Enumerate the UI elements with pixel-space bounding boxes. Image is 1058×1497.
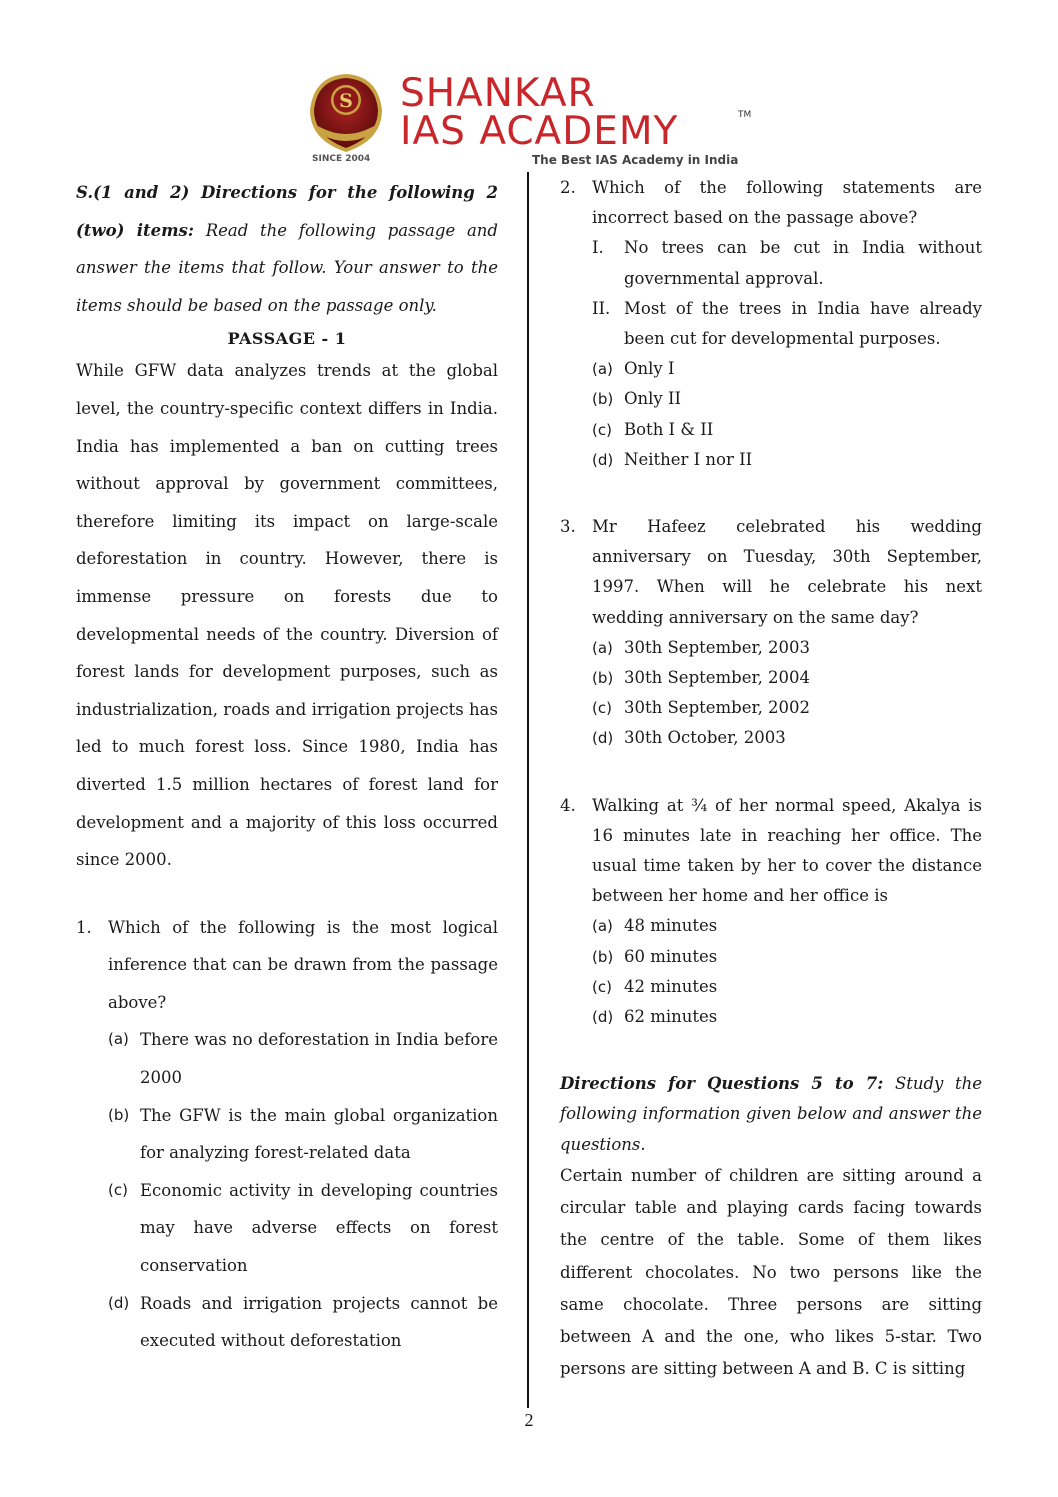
question-text: Which of the following is the most logical inference that can be drawn from the passage above? bbox=[108, 917, 498, 1012]
statement-2 bbox=[592, 294, 982, 354]
option-label: (a) bbox=[592, 360, 613, 379]
page-number: 2 bbox=[524, 1410, 534, 1430]
option-a[interactable] bbox=[108, 1021, 498, 1096]
option-b[interactable] bbox=[592, 384, 982, 414]
info-paragraph: Certain number of children are sitting around a circular table and playing cards facing towards the centre of the table. Some of them likes different chocolates. No two persons like the same chocolate. Three persons are sitting between A and the one, who likes 5-star. Two persons are sitting between A and B. C is sitting bbox=[560, 1165, 982, 1379]
question-number: 4. bbox=[560, 795, 576, 815]
option-text: Both I & II bbox=[624, 419, 714, 439]
option-text: 62 minutes bbox=[624, 1007, 718, 1027]
option-text: 30th October, 2003 bbox=[624, 728, 786, 748]
statement-text: Most of the trees in India have already been cut for developmental purposes. bbox=[624, 298, 982, 349]
question-number: 3. bbox=[560, 517, 576, 537]
option-label: (d) bbox=[592, 1008, 614, 1027]
svg-text:S: S bbox=[339, 90, 353, 112]
option-b[interactable] bbox=[592, 942, 982, 972]
option-text: Only II bbox=[624, 389, 682, 409]
option-label: (d) bbox=[592, 450, 614, 469]
option-d[interactable] bbox=[592, 1002, 982, 1032]
tagline: The Best IAS Academy in India bbox=[532, 153, 739, 167]
statement-1 bbox=[592, 233, 982, 293]
column-divider bbox=[527, 172, 529, 1408]
option-label: (b) bbox=[592, 947, 614, 966]
option-label: (b) bbox=[592, 390, 614, 409]
option-text: 60 minutes bbox=[624, 946, 718, 966]
option-label: (c) bbox=[592, 420, 612, 439]
question-4 bbox=[560, 791, 982, 1033]
academy-logo bbox=[300, 68, 770, 168]
option-text: 30th September, 2002 bbox=[624, 698, 811, 718]
right-column bbox=[560, 173, 982, 1385]
option-text: There was no deforestation in India before 2000 bbox=[140, 1030, 498, 1088]
question-text: Walking at ¾ of her normal speed, Akalya is 16 minutes late in reaching her office. The usual time taken by her to cover the distance between her home and her office is bbox=[592, 795, 982, 906]
directions-heading: Directions for Questions 5 to 7: bbox=[560, 1074, 884, 1094]
statement-label: I. bbox=[592, 238, 604, 258]
option-text: 48 minutes bbox=[624, 916, 718, 936]
since-label: SINCE 2004 bbox=[312, 154, 371, 164]
statement-text: No trees can be cut in India without governmental approval. bbox=[624, 238, 982, 288]
statement-label: II. bbox=[592, 298, 611, 318]
option-label: (c) bbox=[592, 699, 612, 718]
option-c[interactable] bbox=[108, 1172, 498, 1285]
option-label: (d) bbox=[592, 729, 614, 748]
option-c[interactable] bbox=[592, 415, 982, 445]
question-3 bbox=[560, 512, 982, 754]
option-b[interactable] bbox=[592, 663, 982, 693]
trademark-symbol: TM bbox=[738, 110, 752, 120]
left-column bbox=[76, 174, 498, 1360]
directions-5-to-7 bbox=[560, 1069, 982, 1160]
option-a[interactable] bbox=[592, 911, 982, 941]
question-number: 2. bbox=[560, 178, 576, 197]
option-label: (c) bbox=[108, 1180, 128, 1199]
option-label: (a) bbox=[592, 917, 613, 936]
option-text: Neither I nor II bbox=[624, 449, 753, 469]
directions-block bbox=[76, 174, 498, 324]
option-c[interactable] bbox=[592, 972, 982, 1002]
option-text: Economic activity in developing countries may have adverse effects on forest conservation bbox=[140, 1180, 498, 1276]
option-label: (b) bbox=[108, 1105, 130, 1124]
passage-title: PASSAGE - 1 bbox=[227, 329, 347, 349]
question-text: Mr Hafeez celebrated his wedding anniversary on Tuesday, 30th September, 1997. When will he celebrate his next wedding anniversary on the same day? bbox=[592, 517, 982, 627]
brand-name-line2: IAS ACADEMY bbox=[400, 109, 679, 154]
option-a[interactable] bbox=[592, 633, 982, 663]
option-text: 42 minutes bbox=[624, 976, 718, 996]
option-text: Only I bbox=[624, 359, 675, 379]
academy-seal-icon bbox=[304, 70, 388, 156]
question-1 bbox=[76, 909, 498, 1360]
directions-heading: S.(1 and 2) Directions for the following 2 (two) items: bbox=[76, 183, 498, 240]
brand-name-line1: SHANKAR bbox=[400, 71, 596, 116]
option-text: The GFW is the main global organization for analyzing forest-related data bbox=[140, 1105, 498, 1163]
option-text: 30th September, 2004 bbox=[624, 668, 811, 688]
option-b[interactable] bbox=[108, 1097, 498, 1172]
option-label: (a) bbox=[108, 1030, 129, 1049]
option-text: Roads and irrigation projects cannot be executed without deforestation bbox=[140, 1293, 498, 1351]
option-text: 30th September, 2003 bbox=[624, 637, 811, 657]
directions-text: Read the following passage and answer the items that follow. Your answer to the items should be based on the passage only. bbox=[76, 220, 498, 315]
option-c[interactable] bbox=[592, 693, 982, 723]
option-label: (d) bbox=[108, 1293, 130, 1312]
question-2 bbox=[560, 173, 982, 475]
passage-text: While GFW data analyzes trends at the global level, the country-specific context differs in India. India has implemented a ban on cutting trees without approval by government committees, therefore limiting its impact on large-scale deforestation in country. However, there is immense pressure on forests due to developmental needs of the country. Diversion of forest lands for development purposes, such as industrialization, roads and irrigation projects has led to much forest loss. Since 1980, India has diverted 1.5 million hectares of forest land for development and a majority of this loss occurred since 2000. bbox=[76, 361, 498, 870]
option-d[interactable] bbox=[108, 1285, 498, 1360]
option-label: (b) bbox=[592, 669, 614, 688]
option-label: (a) bbox=[592, 638, 613, 657]
question-text: Which of the following statements are incorrect based on the passage above? bbox=[592, 178, 982, 228]
option-d[interactable] bbox=[592, 723, 982, 753]
option-a[interactable] bbox=[592, 354, 982, 384]
option-d[interactable] bbox=[592, 445, 982, 475]
directions-text: Study the following information given below and answer the questions. bbox=[560, 1074, 983, 1154]
question-number: 1. bbox=[76, 917, 92, 937]
option-label: (c) bbox=[592, 977, 612, 996]
